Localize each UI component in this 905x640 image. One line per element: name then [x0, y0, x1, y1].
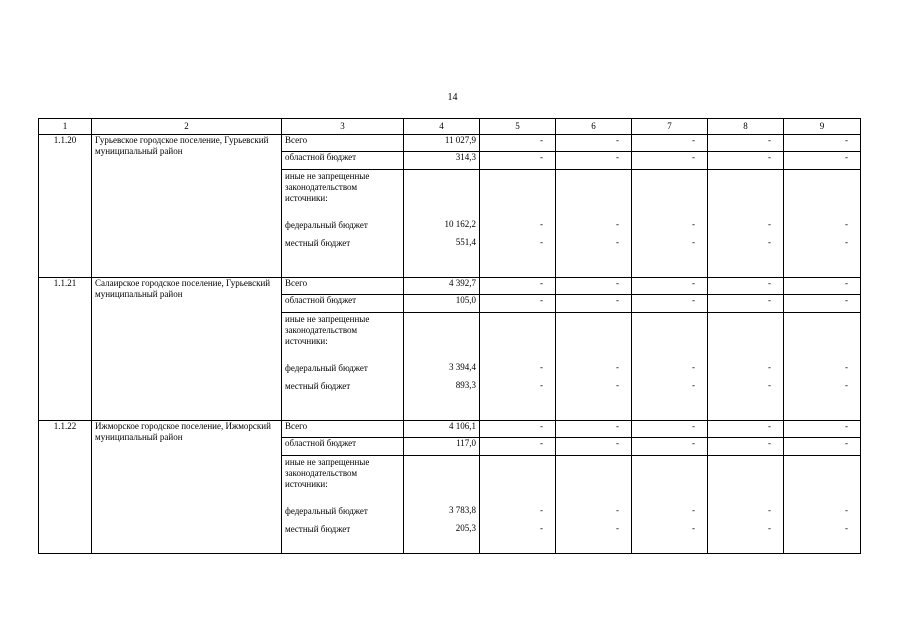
dash-cell: -: [784, 135, 861, 152]
dash-cell-group: [784, 170, 861, 278]
value-local: 205,3: [455, 523, 476, 533]
dash-cell: -: [784, 152, 861, 170]
row-label-other: [282, 313, 404, 421]
spacer: [635, 170, 695, 215]
spacer: [787, 170, 848, 215]
dash-local: -: [768, 237, 771, 247]
value-total: 4 106,1: [404, 421, 480, 438]
dash-federal: -: [845, 362, 848, 372]
dash-federal: -: [768, 505, 771, 515]
dash-cell: -: [708, 278, 784, 295]
dash-local: -: [540, 380, 543, 390]
dash-federal: -: [768, 219, 771, 229]
row-label-other: [282, 456, 404, 554]
header-cell: 1: [39, 119, 92, 135]
spacer: [407, 170, 476, 215]
section-row-total: [39, 135, 861, 152]
dash-cell: -: [784, 438, 861, 456]
section-name: Салаирское городское поселение, Гурьевский муниципальный район: [92, 278, 282, 421]
dash-cell: -: [480, 295, 556, 313]
dash-cell: -: [556, 135, 632, 152]
label-local: местный бюджет: [285, 524, 351, 534]
row-label-total: Всего: [282, 278, 404, 295]
dash-cell: -: [708, 295, 784, 313]
header-row: [39, 119, 861, 135]
label-other-sources: иные не запрещенные законодательством источники:: [285, 314, 370, 346]
section-row-total: [39, 278, 861, 295]
dash-cell-group: [556, 456, 632, 554]
dash-cell: -: [480, 278, 556, 295]
dash-federal: -: [845, 505, 848, 515]
value-regional: 117,0: [404, 438, 480, 456]
spacer: [559, 456, 619, 501]
dash-federal: -: [692, 219, 695, 229]
value-local: 551,4: [455, 237, 476, 247]
dash-cell: -: [708, 135, 784, 152]
dash-local: -: [692, 237, 695, 247]
row-label-total: Всего: [282, 135, 404, 152]
dash-cell: -: [556, 421, 632, 438]
spacer: [559, 313, 619, 358]
dash-cell-group: [708, 456, 784, 554]
dash-cell: -: [480, 152, 556, 170]
spacer: [483, 313, 543, 358]
page-number: 14: [447, 92, 458, 103]
spacer: [711, 456, 771, 501]
dash-cell-group: [708, 170, 784, 278]
dash-cell: -: [480, 135, 556, 152]
value-regional: 314,3: [404, 152, 480, 170]
dash-local: -: [540, 523, 543, 533]
section-name: Гурьевское городское поселение, Гурьевский муниципальный район: [92, 135, 282, 278]
row-label-other: [282, 170, 404, 278]
dash-local: -: [845, 380, 848, 390]
dash-cell-group: [480, 456, 556, 554]
spacer: [407, 456, 476, 501]
value-federal: 10 162,2: [444, 219, 476, 229]
dash-federal: -: [845, 219, 848, 229]
row-label-regional: областной бюджет: [282, 152, 404, 170]
dash-local: -: [692, 380, 695, 390]
row-label-regional: областной бюджет: [282, 295, 404, 313]
dash-cell-group: [632, 313, 708, 421]
dash-local: -: [845, 523, 848, 533]
label-federal: федеральный бюджет: [285, 363, 368, 373]
dash-cell: -: [480, 421, 556, 438]
dash-local: -: [768, 523, 771, 533]
dash-cell: -: [556, 295, 632, 313]
dash-local: -: [692, 523, 695, 533]
label-federal: федеральный бюджет: [285, 506, 368, 516]
dash-cell-group: [480, 313, 556, 421]
label-other-sources: иные не запрещенные законодательством источники:: [285, 457, 370, 489]
spacer: [559, 170, 619, 215]
dash-cell-group: [632, 170, 708, 278]
header-cell: 2: [92, 119, 282, 135]
row-label-total: Всего: [282, 421, 404, 438]
section-code: 1.1.20: [39, 135, 92, 278]
spacer: [787, 456, 848, 501]
dash-cell-group: [556, 313, 632, 421]
spacer: [483, 456, 543, 501]
spacer: [407, 313, 476, 358]
dash-cell: -: [632, 152, 708, 170]
value-federal: 3 394,4: [449, 362, 476, 372]
values-other: [404, 313, 480, 421]
spacer: [635, 456, 695, 501]
label-local: местный бюджет: [285, 238, 351, 248]
dash-cell: -: [632, 278, 708, 295]
section-code: 1.1.22: [39, 421, 92, 554]
dash-cell: -: [632, 421, 708, 438]
label-local: местный бюджет: [285, 381, 351, 391]
dash-federal: -: [692, 505, 695, 515]
dash-federal: -: [540, 219, 543, 229]
dash-cell-group: [784, 456, 861, 554]
dash-federal: -: [768, 362, 771, 372]
dash-cell: -: [632, 135, 708, 152]
dash-cell-group: [480, 170, 556, 278]
section-name: Ижморское городское поселение, Ижморский муниципальный район: [92, 421, 282, 554]
dash-cell: -: [480, 438, 556, 456]
dash-cell: -: [708, 152, 784, 170]
dash-local: -: [768, 380, 771, 390]
value-regional: 105,0: [404, 295, 480, 313]
dash-federal: -: [616, 362, 619, 372]
label-other-sources: иные не запрещенные законодательством источники:: [285, 171, 370, 203]
value-local: 893,3: [455, 380, 476, 390]
values-other: [404, 456, 480, 554]
dash-local: -: [616, 523, 619, 533]
dash-cell: -: [708, 421, 784, 438]
dash-cell: -: [784, 421, 861, 438]
dash-cell-group: [556, 170, 632, 278]
dash-federal: -: [692, 362, 695, 372]
dash-federal: -: [540, 362, 543, 372]
dash-cell: -: [556, 278, 632, 295]
dash-cell: -: [556, 152, 632, 170]
values-other: [404, 170, 480, 278]
dash-cell: -: [632, 438, 708, 456]
dash-federal: -: [616, 505, 619, 515]
dash-cell: -: [556, 438, 632, 456]
value-total: 11 027,9: [404, 135, 480, 152]
header-cell: 6: [556, 119, 632, 135]
section-code: 1.1.21: [39, 278, 92, 421]
dash-cell: -: [708, 438, 784, 456]
header-cell: 3: [282, 119, 404, 135]
header-cell: 7: [632, 119, 708, 135]
value-federal: 3 783,8: [449, 505, 476, 515]
header-cell: 4: [404, 119, 480, 135]
dash-cell-group: [708, 313, 784, 421]
budget-table: [38, 118, 861, 554]
dash-cell: -: [784, 295, 861, 313]
dash-cell-group: [784, 313, 861, 421]
dash-cell: -: [784, 278, 861, 295]
label-federal: федеральный бюджет: [285, 220, 368, 230]
dash-local: -: [540, 237, 543, 247]
dash-cell: -: [632, 295, 708, 313]
value-total: 4 392,7: [404, 278, 480, 295]
spacer: [635, 313, 695, 358]
spacer: [711, 313, 771, 358]
spacer: [787, 313, 848, 358]
header-cell: 8: [708, 119, 784, 135]
header-cell: 5: [480, 119, 556, 135]
spacer: [711, 170, 771, 215]
dash-local: -: [616, 237, 619, 247]
dash-federal: -: [540, 505, 543, 515]
header-cell: 9: [784, 119, 861, 135]
dash-local: -: [845, 237, 848, 247]
row-label-regional: областной бюджет: [282, 438, 404, 456]
dash-cell-group: [632, 456, 708, 554]
spacer: [483, 170, 543, 215]
section-row-total: [39, 421, 861, 438]
dash-local: -: [616, 380, 619, 390]
dash-federal: -: [616, 219, 619, 229]
